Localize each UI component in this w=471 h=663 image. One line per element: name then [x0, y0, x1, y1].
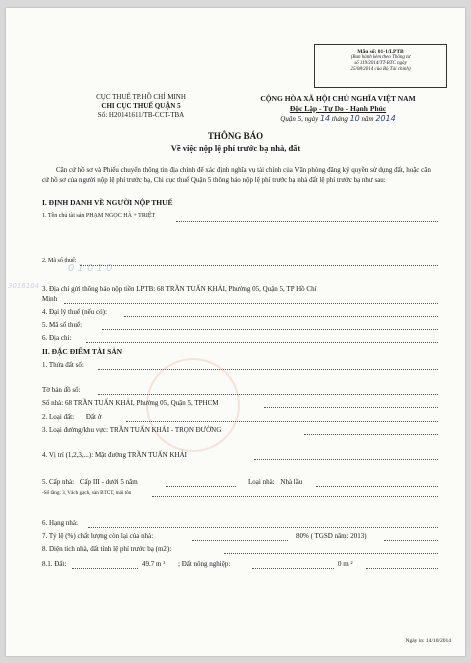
date-month: 10 [349, 114, 360, 123]
document-number: Số: H20141611/TB-CCT-TBA [97, 111, 185, 119]
position-row [42, 451, 187, 459]
branch-name: CHI CỤC THUẾ QUẬN 5 [101, 102, 181, 110]
national-motto: Độc Lập - Tự Do - Hạnh Phúc [289, 104, 387, 113]
national-header-block [238, 94, 438, 124]
house-type-value: Nhà lầu [280, 478, 303, 486]
tax-code-label: 2. Mã số thuế: [42, 258, 77, 264]
dotted-line [264, 407, 438, 408]
dotted-line [72, 568, 138, 569]
agent-tax-code-label: 5. Mã số thuế: [42, 321, 83, 329]
notice-address-label: 3. Địa chỉ gửi thông báo nộp tiền LPTB: [42, 285, 156, 293]
dotted-line [254, 459, 438, 460]
issue-date [238, 114, 438, 124]
dotted-line [152, 496, 438, 497]
land-area-value: 49.7 m ² [142, 560, 166, 568]
date-year: 2014 [375, 114, 396, 123]
land-area-label: 8.1. Đất: [42, 560, 67, 568]
form-basis-line: số 119/2014/TT-BTC ngày [354, 61, 407, 66]
dotted-line [166, 486, 236, 487]
section-taxpayer-heading: I. ĐỊNH DANH VỀ NGƯỜI NỘP THUẾ [42, 198, 173, 207]
house-number-value: 68 TRẦN TUẤN KHẢI, Phường 05, Quận 5, TPHCM [64, 399, 219, 407]
dotted-line [80, 265, 438, 266]
document-subtitle: Về việc nộp lệ phí trước bạ nhà, đất [170, 143, 301, 153]
dotted-line [176, 221, 438, 222]
house-type-label: Loại nhà: [248, 478, 275, 486]
house-grade-row [42, 478, 138, 486]
dotted-line [366, 568, 438, 569]
road-type-label: 3. Loại đường/khu vực: [42, 426, 109, 434]
house-type-row [248, 478, 302, 486]
form-code: Mẫu số: 01-1/LPTB [357, 49, 404, 55]
dotted-line [98, 369, 438, 370]
remaining-quality-label: 7. Tỷ lệ (%) chất lượng còn lại của nhà: [42, 532, 154, 540]
document-title: THÔNG BÁO [207, 131, 264, 141]
dotted-line [98, 394, 438, 395]
handwritten-margin-note: 3016104 [8, 282, 40, 290]
owner-value: PHẠM NGỌC HÀ + TRIỆT [85, 213, 156, 219]
section-property-heading: II. ĐẶC ĐIỂM TÀI SẢN [42, 347, 123, 356]
owner-label: 1. Tên chủ tài sản [42, 213, 85, 219]
house-grade-value: Cấp III - dưới 5 năm [79, 478, 138, 486]
notice-address-row [42, 285, 317, 293]
house-grade-label: 5. Cấp nhà: [42, 478, 75, 486]
form-basis-line: 25/08/2014 của Bộ Tài chính) [350, 67, 411, 72]
date-prefix: Quận 5, ngày [280, 115, 319, 123]
house-class-label: 6. Hạng nhà: [42, 519, 78, 527]
agency-name: CỤC THUẾ TP.HỒ CHÍ MINH [96, 93, 186, 101]
nation-name: CỘNG HÒA XÃ HỘI CHỦ NGHĨA VIỆT NAM [260, 94, 416, 103]
issuing-agency-block [66, 93, 216, 120]
dotted-line [124, 316, 438, 317]
dotted-line [102, 329, 438, 330]
house-grade-note: -Số tầng: 3, Vách gạch, sàn BTCT, mái tôn [42, 490, 132, 496]
date-day: 14 [319, 114, 331, 123]
date-month-label: tháng [331, 115, 348, 123]
dotted-line [192, 540, 288, 541]
handwritten-tax-note: 0 1 0 1 0 [68, 263, 113, 274]
agri-area-value: 0 m ² [338, 560, 353, 568]
agri-area-label: ; Đất nông nghiệp: [178, 560, 231, 568]
road-type-value: TRẦN TUẤN KHẢI - TRỌN ĐƯỜNG [109, 426, 222, 434]
road-type-row [42, 426, 221, 434]
remaining-quality-value: 80% ( TGSD năm: 2013) [296, 532, 367, 540]
land-type-row [42, 413, 101, 421]
form-basis-line: (Ban hành kèm theo Thông tư [350, 55, 411, 60]
notice-address-value: 68 TRẦN TUẤN KHẢI, Phường 05, Quận 5, TP Hồ Chí [157, 285, 317, 293]
dotted-line [126, 421, 438, 422]
dotted-line [316, 486, 438, 487]
intro-paragraph: Căn cứ hồ sơ và Phiếu chuyển thông tin địa chính để xác định nghĩa vụ tài chính của Văn phòng đăng ký quyền sử dụng đất, hoặc căn cứ hồ sơ của người nộp lệ phí trước bạ, Chi cục thuế Quận 5 thông báo nộp lệ phí trước bạ nhà đất lệ phí trước bạ như sau: [42, 166, 431, 184]
land-type-label: 2. Loại đất: [42, 413, 75, 421]
form-code-box [314, 44, 447, 88]
dotted-line [88, 527, 438, 528]
land-type-value: Đất ở [85, 413, 102, 421]
notice-address-cont: Minh [42, 295, 58, 303]
dotted-line [384, 540, 438, 541]
position-value: Mặt đường TRẦN TUẤN KHẢI [94, 451, 187, 459]
date-year-label: năm [361, 115, 374, 123]
dotted-line [304, 434, 438, 435]
house-number-label: Số nhà: [42, 399, 64, 407]
house-number-row [42, 399, 219, 407]
dotted-line [252, 568, 334, 569]
owner-row [42, 213, 155, 219]
plot-number-label: 1. Thửa đất số: [42, 361, 84, 369]
agent-address-label: 6. Địa chỉ: [42, 334, 72, 342]
dotted-line [86, 342, 438, 343]
document-page [6, 8, 465, 656]
dotted-line [224, 553, 438, 554]
tax-agent-label: 4. Đại lý thuế (nếu có): [42, 308, 107, 316]
area-heading: 8. Diện tích nhà, đất tính lệ phí trước bạ (m2): [42, 545, 172, 553]
position-label: 4. Vị trí (1,2,3,...): [42, 451, 94, 459]
map-sheet-label: Tờ bản đồ số: [42, 386, 81, 394]
print-date: Ngày in: 14/10/2014 [405, 638, 451, 644]
dotted-line [64, 303, 438, 304]
